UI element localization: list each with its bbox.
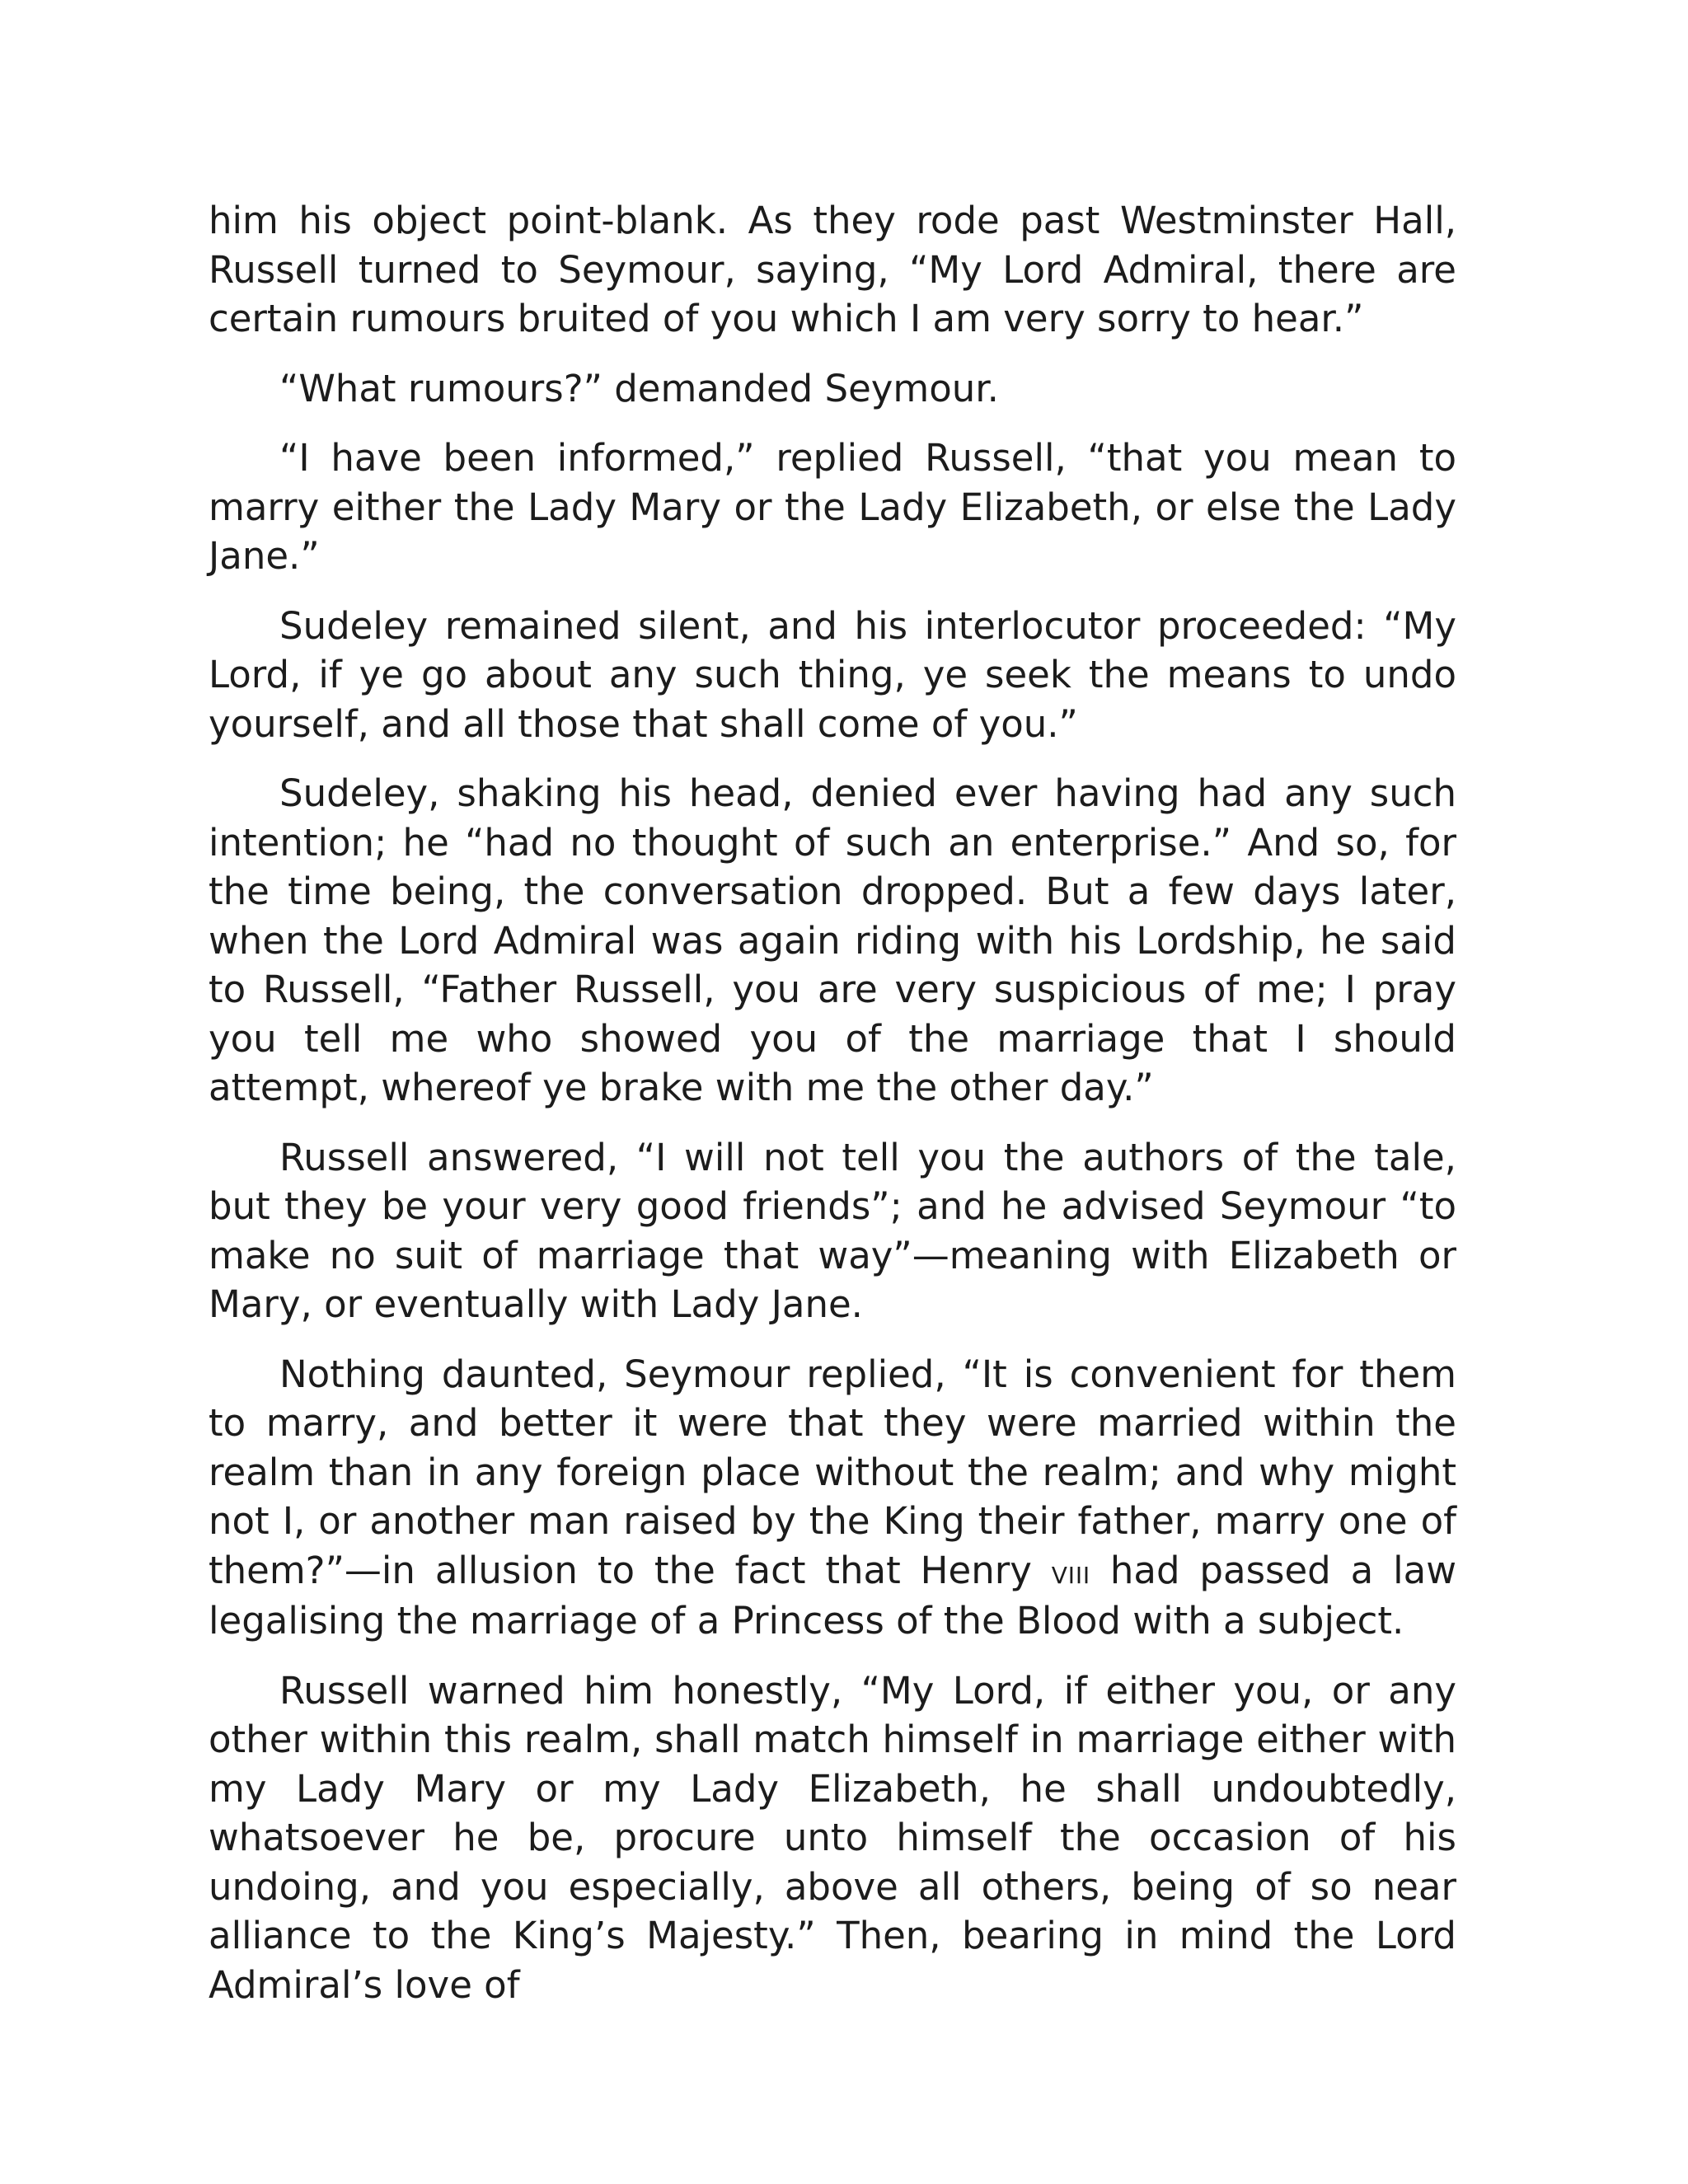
paragraph-2-text: “What rumours?” demanded Seymour. (279, 366, 999, 410)
paragraph-6-text: Russell answered, “I will not tell you the authors of the tale, but they be your very good friends”; and he advised Seymour “to make no suit of marriage that way”—meaning with Elizabeth or Mary, or eventually with Lady Jane. (209, 1135, 1456, 1326)
paragraph-7-text-a: Nothing daunted, Seymour replied, “It is convenient for them to marry, and better it were that they were married within the realm than in any foreign place without the realm; and why might not I, or another man raised by the King their father, marry one of them?”—in allusion to the fact that Henry (209, 1352, 1456, 1592)
paragraph-3 (209, 434, 1456, 581)
paragraph-2 (209, 364, 1456, 414)
paragraph-7 (209, 1350, 1456, 1646)
paragraph-8 (209, 1666, 1456, 2010)
regnal-numeral: viii (1051, 1551, 1090, 1591)
document-page (209, 196, 1456, 2030)
paragraph-4-text: Sudeley remained silent, and his interlocutor proceeded: “My Lord, if ye go about any such thing, ye seek the means to undo yourself, and all those that shall come of you.” (209, 603, 1456, 746)
paragraph-6 (209, 1133, 1456, 1329)
paragraph-7-text-b: had passed a law legalising the marriage of a Princess of the Blood with a subject. (209, 1548, 1456, 1643)
paragraph-5-text: Sudeley, shaking his head, denied ever having had any such intention; he “had no thought of such an enterprise.” And so, for the time being, the conversation dropped. But a few days later, when the Lord Admiral was again riding with his Lordship, he said to Russell, “Father Russell, you are very suspicious of me; I pray you tell me who showed you of the marriage that I should attempt, whereof ye brake with me the other day.” (209, 771, 1456, 1109)
paragraph-1-text: him his object point-blank. As they rode past Westminster Hall, Russell turned to Seymour, saying, “My Lord Admiral, there are certain rumours bruited of you which I am very sorry to hear.” (209, 199, 1456, 340)
paragraph-1 (209, 196, 1456, 344)
paragraph-8-text: Russell warned him honestly, “My Lord, if either you, or any other within this realm, shall match himself in marriage either with my Lady Mary or my Lady Elizabeth, he shall undoubtedly, whatsoever he be, procure unto himself the occasion of his undoing, and you especially, above all others, being of so near alliance to the King’s Majesty.” Then, bearing in mind the Lord Admiral’s love of (209, 1668, 1456, 2007)
paragraph-4 (209, 602, 1456, 749)
paragraph-3-text: “I have been informed,” replied Russell, “that you mean to marry either the Lady Mary or the Lady Elizabeth, or else the Lady Jane.” (209, 436, 1456, 578)
paragraph-5 (209, 769, 1456, 1113)
